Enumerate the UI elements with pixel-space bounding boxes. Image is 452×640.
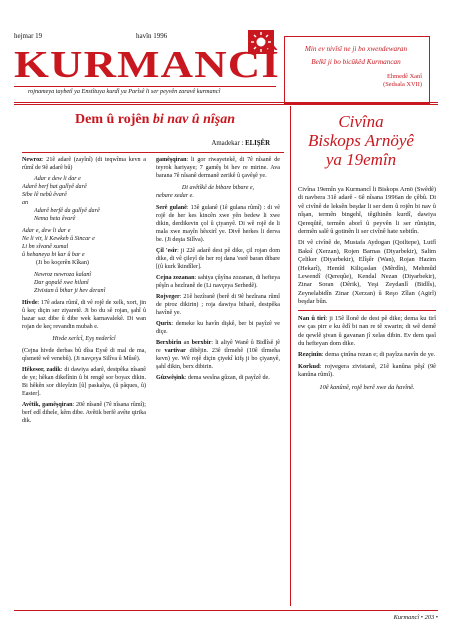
entry-avetik bbox=[22, 401, 146, 425]
entry-hekesor bbox=[22, 366, 146, 398]
verse-line: Dar gopalê xwe hilanî bbox=[34, 280, 89, 286]
sidebar-title-line: Civîna bbox=[338, 112, 384, 131]
quote-author: Ehmedê Xanî bbox=[387, 73, 422, 80]
entry-rezcinin bbox=[298, 351, 436, 359]
verse-line: 10ê kanûnê, rojê berê xwe da havînê. bbox=[319, 383, 415, 391]
sidebar-paragraph-1: Civîna 19emîn ya Kurmancî li Biskops Arnö (Swêdê) di navbera 31ê adarê - 6ê nîsana 1996an de çêbû. Di vê civînê de leksên beşdar li ser dem û rojên bi nav û nîşan, termên bingehî, têgihinên kurdî, dawiya Qereqûtê, termên aborî û peyvên li ser rûniştin, dermên salê û gotinên li ser civînê hate xebitîn. bbox=[298, 186, 436, 236]
entry-text: : ji 15ê îlonê de dest pê dike; dema ku tirî ew ças pirr e ku êdî bi nan re tê xwarin; di wê demê de qewlê şivan û gavanan jî xelas dibin. Ev dem qasî du hefteyan dom dike. bbox=[298, 314, 436, 347]
tagline: rojnameya taybetî ya Enstîtuya kurdî ya Parîsê li ser peyvên zaravê kurmancî bbox=[28, 88, 221, 95]
verse-source: (Ji bo koçerên Kîkan) bbox=[36, 260, 89, 266]
entry-cilesir bbox=[156, 247, 280, 271]
article-rule bbox=[22, 152, 284, 153]
article-column-1 bbox=[22, 156, 146, 612]
sidebar-rule bbox=[298, 310, 436, 311]
entry-cejna bbox=[156, 274, 280, 290]
top-rule bbox=[14, 102, 438, 103]
verse-line: Ne li vir, li Kewkeb û Sincar e bbox=[22, 236, 95, 242]
verse-line: û hebaneya bi kar û bar e bbox=[22, 252, 85, 258]
entry-berxbirin bbox=[156, 339, 280, 371]
entry-head: Rojveger bbox=[156, 294, 180, 300]
quote-line-2: Belkî ji bo bicûkêd Kurmancan bbox=[311, 58, 401, 66]
quote-text bbox=[290, 43, 422, 69]
entry-guzwesink bbox=[156, 374, 280, 382]
entry-head: Çil 'esîr bbox=[156, 248, 178, 254]
entry-text: : di dawiya adarê, destpêka nîsanê de ye; hêkan dikelînin û bi rengê sor boyax dikin. Bi hêkên sor dileyîzin [û] paskalya, (û pâques, û) Easter]. bbox=[22, 367, 146, 397]
verse-line: Di avêtîkê de bibare bibare e, bbox=[181, 185, 255, 191]
verse-line: Adar e, dew li dar e bbox=[22, 228, 71, 234]
verse-line: nebare xedar e. bbox=[156, 193, 194, 199]
entry-text: : 20ê nîsanê (7ê nîsana rûmî); berf edî dihele, kêm dibe. Avêtik berfê avête qirika dik. bbox=[22, 402, 146, 424]
author-label: Amadekar : bbox=[211, 140, 244, 147]
entry-text: : 21ê adarê (zayînî) (di teqwîma kevn a rûmî de 9ê adarê bû) bbox=[22, 157, 146, 171]
entry-rojveger bbox=[156, 293, 280, 317]
article-title bbox=[30, 112, 280, 128]
entry-nan bbox=[298, 315, 436, 349]
verse-line: Nema heta êvarê bbox=[34, 216, 76, 222]
article-title-italic: bi nav û nîşan bbox=[152, 112, 235, 127]
issue-date: havîn 1996 bbox=[136, 32, 168, 40]
entry-newroz bbox=[22, 156, 146, 172]
article-column-2 bbox=[156, 156, 280, 612]
entry-head: vartivar bbox=[164, 348, 186, 354]
sidebar-title-line: Biskops Arnöyê bbox=[308, 131, 414, 150]
entry-head: Nan û tirî bbox=[298, 314, 326, 322]
entry-head: Serê gulanê bbox=[156, 205, 187, 211]
entry-text: : 21ê hezîranê (berê di 9ê hezîrana rûmî de piroz dikirin) ; roja dawiya biharê, destpêka havînê ye. bbox=[156, 294, 280, 316]
kurmanci-logo: KURMANCÎ bbox=[14, 44, 281, 86]
entry-text: : 17ê adara rûmî, di vê rojê de xelk, xort, jin û keç diçin ser ziyaretê. Ji bo du sê rojan, şahî û hazar saz dibe û dibe wek karnavalekê. Di wan rojan de keç revandin mubah e. bbox=[22, 300, 146, 330]
quote-century: (Sedsala XVII) bbox=[383, 81, 422, 88]
quote-author-block bbox=[290, 73, 422, 89]
sidebar-column bbox=[298, 186, 436, 610]
sidebar-paragraph-2: Di vê civînê de, Mustafa Aydogan (Qoiltepe), Lutfî Baksî (Xerzan), Rojen Barnas (Diyarbekir), Salim Çeliker (Diyarbekir), Elîşêr (Wan), Rojan Hazim (Hekarî), Hemîd Kiliçaslan (Mêrdîn), Mehmûd Lewendî (Qereqûe), Kendal Nezan (Diyarbekir), Zinar Soran (Dêrik), Yeşi Zeydanlî (Bidlîs), Zeynelabidîn Zinar (Xerzan) û Reşo Zîlan (Agirî) beşdar bûn. bbox=[298, 239, 436, 306]
entry-head: Qurix bbox=[156, 321, 172, 327]
verse-line: Zivistan û bihar ji hev deranî bbox=[34, 288, 106, 294]
entry-text: : 13ê gulanê (1ê gulana rûmî) : di vê rojê de her kes kincên xwe yên bedew li xwe dikin, derdikevin çol û çiyanyê. Di wê rojê de li mala xwe mayîn hêsxirî ye. Divê herkes li derva be. (Ji deşta Silîva). bbox=[156, 205, 280, 243]
column-separator bbox=[290, 106, 291, 606]
entry-text: an bbox=[183, 340, 190, 346]
entry-gamesqiran bbox=[156, 156, 280, 180]
entry-korkud bbox=[298, 363, 436, 380]
entry-serebulane bbox=[156, 204, 280, 244]
verse-line: Hivde xerîcî, Eyş nederîcî bbox=[52, 336, 116, 342]
sidebar-title-line: ya 19emîn bbox=[325, 150, 397, 169]
verse-line: Adarê berf hat gulîyê darê bbox=[22, 184, 87, 190]
entry-head: Rezçinîn bbox=[298, 351, 322, 359]
entry-text: : li gor riwayetekê, di 7ê nîsanê de teyrok hariyaye; 7 gamêş bi hev re mirine. Ava barana 7ê nîsanê dermanê zerikê û çavêşê ye. bbox=[156, 157, 280, 179]
entry-head: Berxbirîn bbox=[156, 340, 182, 346]
entry-text: : dema çinîna rezan e; di payîza navîn de ye. bbox=[321, 351, 436, 359]
entry-text: dibêjin. 23ê tîrmehê (10ê tîrmeha kevn) ye. Wê rojê diçin çiyekî kifş ji bo çiyanyê, şahî dikin, berx dibirin. bbox=[156, 348, 280, 370]
entry-head: Newroz bbox=[22, 157, 42, 163]
entry-hivde-note: (Cejna hivde derbas bû dîsa Eysê di mal de ma, qîsmetê wê venebû). (Ji navçeya Silîva û Mûsê). bbox=[22, 348, 146, 362]
entry-head: Gûzwêşink bbox=[156, 375, 185, 381]
entry-head: berxbir bbox=[191, 340, 212, 346]
verse-line: Newroz newroza kalanî bbox=[34, 272, 92, 278]
article-author bbox=[30, 140, 270, 147]
entry-head: Cejna zozanan bbox=[156, 275, 195, 281]
entry-text: : rojvegera zivistanê, 21ê kanûna pêşî (9ê kanûna rûmî). bbox=[298, 362, 436, 379]
entry-qurix bbox=[156, 320, 280, 336]
verse-line: an bbox=[22, 200, 29, 206]
verse-line: Adar e dew li dar e bbox=[34, 176, 81, 182]
verse-line: Adarê berfê da gulîyê darê bbox=[34, 208, 100, 214]
sidebar-title bbox=[296, 112, 426, 169]
entry-text: : dema wesîna gûzan, di payîzê de. bbox=[184, 375, 270, 381]
masthead-rule bbox=[14, 86, 276, 87]
entry-text: : li aliyê Wanê û Bidlîsê jê re bbox=[156, 340, 280, 354]
top-rule-2 bbox=[14, 104, 438, 105]
entry-head: Hivde bbox=[22, 300, 38, 306]
entry-hivde bbox=[22, 299, 146, 331]
entry-head: Hêkesor, zadik bbox=[22, 367, 61, 373]
footer-rule bbox=[14, 610, 438, 611]
entry-head: Korkud bbox=[298, 362, 320, 370]
entry-text: : demeke ku havîn dişkê, ber bi payîzê ve diçe. bbox=[156, 321, 280, 335]
quote-line-1: Min ev nivîsî ne ji bo xwendewaran bbox=[304, 45, 408, 53]
author-name: ELIŞÊR bbox=[245, 140, 270, 147]
verse-line: Li bn sîvanê xumal bbox=[22, 244, 69, 250]
entry-text: : ji 22ê adarê dest pê dike, çil rojan dom dike, di vê çileyî de her roj dana 'esrê baran dibare [(û kurk îkindîler]. bbox=[156, 248, 280, 270]
verse-line: Sibe lê nebû êvarê bbox=[22, 192, 67, 198]
issue-number: hejmar 19 bbox=[14, 32, 43, 40]
entry-text: : sahiya çûyîna zozanan, di hefteya pêşîn a hezîranê de (Li navçeya Serhedê). bbox=[156, 275, 280, 289]
article-title-plain: Dem û rojên bbox=[75, 112, 150, 127]
page-footer: Kurmancî • 203 • bbox=[393, 614, 438, 621]
entry-head: gamêşqiran bbox=[156, 157, 187, 163]
entry-head: Avêtik, gamêşqiran bbox=[22, 402, 73, 408]
